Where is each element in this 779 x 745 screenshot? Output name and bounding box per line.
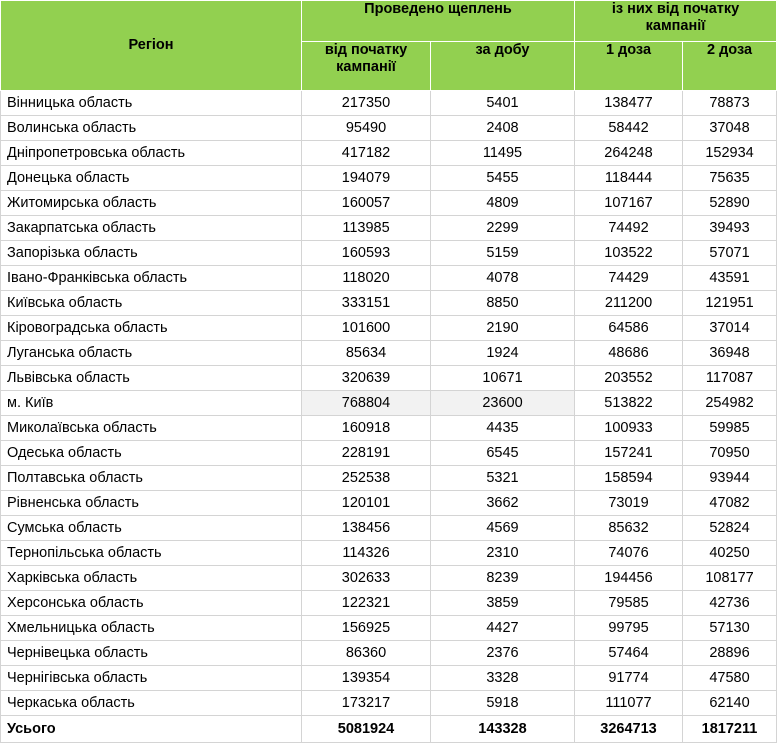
table-row — [1, 91, 777, 116]
dose1-cell: 103522 — [575, 241, 683, 266]
dose1-cell: 107167 — [575, 191, 683, 216]
since-start-cell: 114326 — [302, 541, 431, 566]
per-day-header: за добу — [431, 42, 575, 91]
since-start-header: від початку кампанії — [302, 42, 431, 91]
since-start-cell: 333151 — [302, 291, 431, 316]
table-row — [1, 291, 777, 316]
dose2-cell: 43591 — [683, 266, 777, 291]
table-row — [1, 216, 777, 241]
dose1-cell: 64586 — [575, 316, 683, 341]
dose1-cell: 58442 — [575, 116, 683, 141]
per-day-cell: 4427 — [431, 616, 575, 641]
since-start-cell: 120101 — [302, 491, 431, 516]
table-row — [1, 541, 777, 566]
dose2-cell: 37048 — [683, 116, 777, 141]
since-start-cell: 160593 — [302, 241, 431, 266]
since-start-cell: 86360 — [302, 641, 431, 666]
region-cell: Миколаївська область — [1, 416, 302, 441]
per-day-cell: 5321 — [431, 466, 575, 491]
dose1-cell: 57464 — [575, 641, 683, 666]
per-day-cell: 6545 — [431, 441, 575, 466]
region-cell: Дніпропетровська область — [1, 141, 302, 166]
dose1-header: 1 доза — [575, 42, 683, 91]
region-cell: Запорізька область — [1, 241, 302, 266]
total-region-cell: Усього — [1, 716, 302, 743]
since-start-cell: 302633 — [302, 566, 431, 591]
per-day-cell: 5401 — [431, 91, 575, 116]
region-cell: Чернігівська область — [1, 666, 302, 691]
region-cell: Волинська область — [1, 116, 302, 141]
dose1-cell: 99795 — [575, 616, 683, 641]
per-day-cell: 2408 — [431, 116, 575, 141]
region-cell: Харківська область — [1, 566, 302, 591]
table-row — [1, 441, 777, 466]
per-day-cell: 8850 — [431, 291, 575, 316]
table-body — [1, 91, 777, 743]
per-day-cell: 5159 — [431, 241, 575, 266]
region-cell: Київська область — [1, 291, 302, 316]
per-day-cell: 8239 — [431, 566, 575, 591]
dose1-cell: 48686 — [575, 341, 683, 366]
dose2-cell: 254982 — [683, 391, 777, 416]
dose2-cell: 40250 — [683, 541, 777, 566]
of-them-group-header: із них від початку кампанії — [575, 1, 777, 42]
table-row — [1, 166, 777, 191]
since-start-cell: 228191 — [302, 441, 431, 466]
table-row — [1, 316, 777, 341]
per-day-cell: 2299 — [431, 216, 575, 241]
region-cell: Житомирська область — [1, 191, 302, 216]
since-start-cell: 217350 — [302, 91, 431, 116]
table-row — [1, 666, 777, 691]
table-row — [1, 416, 777, 441]
per-day-cell: 2310 — [431, 541, 575, 566]
per-day-cell: 4809 — [431, 191, 575, 216]
dose1-cell: 194456 — [575, 566, 683, 591]
dose2-cell: 75635 — [683, 166, 777, 191]
dose2-cell: 57071 — [683, 241, 777, 266]
region-cell: Черкаська область — [1, 691, 302, 716]
since-start-cell: 252538 — [302, 466, 431, 491]
dose2-cell: 42736 — [683, 591, 777, 616]
per-day-cell: 2376 — [431, 641, 575, 666]
dose1-cell: 79585 — [575, 591, 683, 616]
table-row — [1, 691, 777, 716]
region-header: Регіон — [1, 1, 302, 91]
since-start-cell: 417182 — [302, 141, 431, 166]
table-row — [1, 491, 777, 516]
dose1-cell: 158594 — [575, 466, 683, 491]
per-day-cell: 1924 — [431, 341, 575, 366]
dose1-cell: 85632 — [575, 516, 683, 541]
per-day-cell: 10671 — [431, 366, 575, 391]
table-row — [1, 516, 777, 541]
dose2-cell: 57130 — [683, 616, 777, 641]
table-row — [1, 266, 777, 291]
dose2-cell: 52890 — [683, 191, 777, 216]
region-cell: Львівська область — [1, 366, 302, 391]
per-day-cell: 4569 — [431, 516, 575, 541]
since-start-cell: 194079 — [302, 166, 431, 191]
region-cell: Кіровоградська область — [1, 316, 302, 341]
dose2-cell: 28896 — [683, 641, 777, 666]
vaccinations-group-header: Проведено щеплень — [302, 1, 575, 42]
table-row — [1, 616, 777, 641]
since-start-cell: 173217 — [302, 691, 431, 716]
region-cell: м. Київ — [1, 391, 302, 416]
since-start-cell: 122321 — [302, 591, 431, 616]
table-row — [1, 591, 777, 616]
per-day-cell: 4435 — [431, 416, 575, 441]
region-cell: Одеська область — [1, 441, 302, 466]
dose2-cell: 36948 — [683, 341, 777, 366]
since-start-cell: 160057 — [302, 191, 431, 216]
region-cell: Хмельницька область — [1, 616, 302, 641]
since-start-cell: 138456 — [302, 516, 431, 541]
dose2-cell: 108177 — [683, 566, 777, 591]
dose1-cell: 74076 — [575, 541, 683, 566]
since-start-cell: 139354 — [302, 666, 431, 691]
dose2-cell: 37014 — [683, 316, 777, 341]
table-row — [1, 341, 777, 366]
table-row — [1, 566, 777, 591]
dose2-cell: 47580 — [683, 666, 777, 691]
dose1-cell: 211200 — [575, 291, 683, 316]
per-day-cell: 11495 — [431, 141, 575, 166]
total-dose1-cell: 3264713 — [575, 716, 683, 743]
table-row — [1, 141, 777, 166]
total-dose2-cell: 1817211 — [683, 716, 777, 743]
dose1-cell: 138477 — [575, 91, 683, 116]
total-since-start-cell: 5081924 — [302, 716, 431, 743]
region-cell: Чернівецька область — [1, 641, 302, 666]
per-day-cell: 5918 — [431, 691, 575, 716]
dose1-cell: 100933 — [575, 416, 683, 441]
dose1-cell: 74429 — [575, 266, 683, 291]
dose1-cell: 91774 — [575, 666, 683, 691]
per-day-cell: 5455 — [431, 166, 575, 191]
per-day-cell: 3328 — [431, 666, 575, 691]
dose2-cell: 52824 — [683, 516, 777, 541]
dose2-cell: 39493 — [683, 216, 777, 241]
dose2-cell: 47082 — [683, 491, 777, 516]
dose2-cell: 117087 — [683, 366, 777, 391]
dose1-cell: 513822 — [575, 391, 683, 416]
dose2-header: 2 доза — [683, 42, 777, 91]
since-start-cell: 156925 — [302, 616, 431, 641]
dose2-cell: 70950 — [683, 441, 777, 466]
dose1-cell: 118444 — [575, 166, 683, 191]
total-per-day-cell: 143328 — [431, 716, 575, 743]
dose2-cell: 152934 — [683, 141, 777, 166]
region-cell: Полтавська область — [1, 466, 302, 491]
dose1-cell: 157241 — [575, 441, 683, 466]
region-cell: Закарпатська область — [1, 216, 302, 241]
dose1-cell: 74492 — [575, 216, 683, 241]
region-cell: Луганська область — [1, 341, 302, 366]
region-cell: Рівненська область — [1, 491, 302, 516]
table-row — [1, 191, 777, 216]
since-start-cell: 113985 — [302, 216, 431, 241]
since-start-cell: 95490 — [302, 116, 431, 141]
table-row — [1, 466, 777, 491]
region-cell: Івано-Франківська область — [1, 266, 302, 291]
table-row — [1, 391, 777, 416]
dose2-cell: 62140 — [683, 691, 777, 716]
per-day-cell: 3859 — [431, 591, 575, 616]
dose2-cell: 78873 — [683, 91, 777, 116]
region-cell: Сумська область — [1, 516, 302, 541]
since-start-cell: 118020 — [302, 266, 431, 291]
per-day-cell: 4078 — [431, 266, 575, 291]
totals-row — [1, 716, 777, 743]
dose1-cell: 264248 — [575, 141, 683, 166]
dose2-cell: 93944 — [683, 466, 777, 491]
per-day-cell: 23600 — [431, 391, 575, 416]
per-day-cell: 2190 — [431, 316, 575, 341]
region-cell: Донецька область — [1, 166, 302, 191]
dose2-cell: 121951 — [683, 291, 777, 316]
per-day-cell: 3662 — [431, 491, 575, 516]
since-start-cell: 160918 — [302, 416, 431, 441]
table-row — [1, 366, 777, 391]
table-row — [1, 116, 777, 141]
region-cell: Тернопільська область — [1, 541, 302, 566]
since-start-cell: 101600 — [302, 316, 431, 341]
dose1-cell: 203552 — [575, 366, 683, 391]
region-cell: Вінницька область — [1, 91, 302, 116]
region-cell: Херсонська область — [1, 591, 302, 616]
table-row — [1, 641, 777, 666]
since-start-cell: 320639 — [302, 366, 431, 391]
since-start-cell: 85634 — [302, 341, 431, 366]
dose1-cell: 73019 — [575, 491, 683, 516]
table-row — [1, 241, 777, 266]
since-start-cell: 768804 — [302, 391, 431, 416]
dose2-cell: 59985 — [683, 416, 777, 441]
dose1-cell: 111077 — [575, 691, 683, 716]
